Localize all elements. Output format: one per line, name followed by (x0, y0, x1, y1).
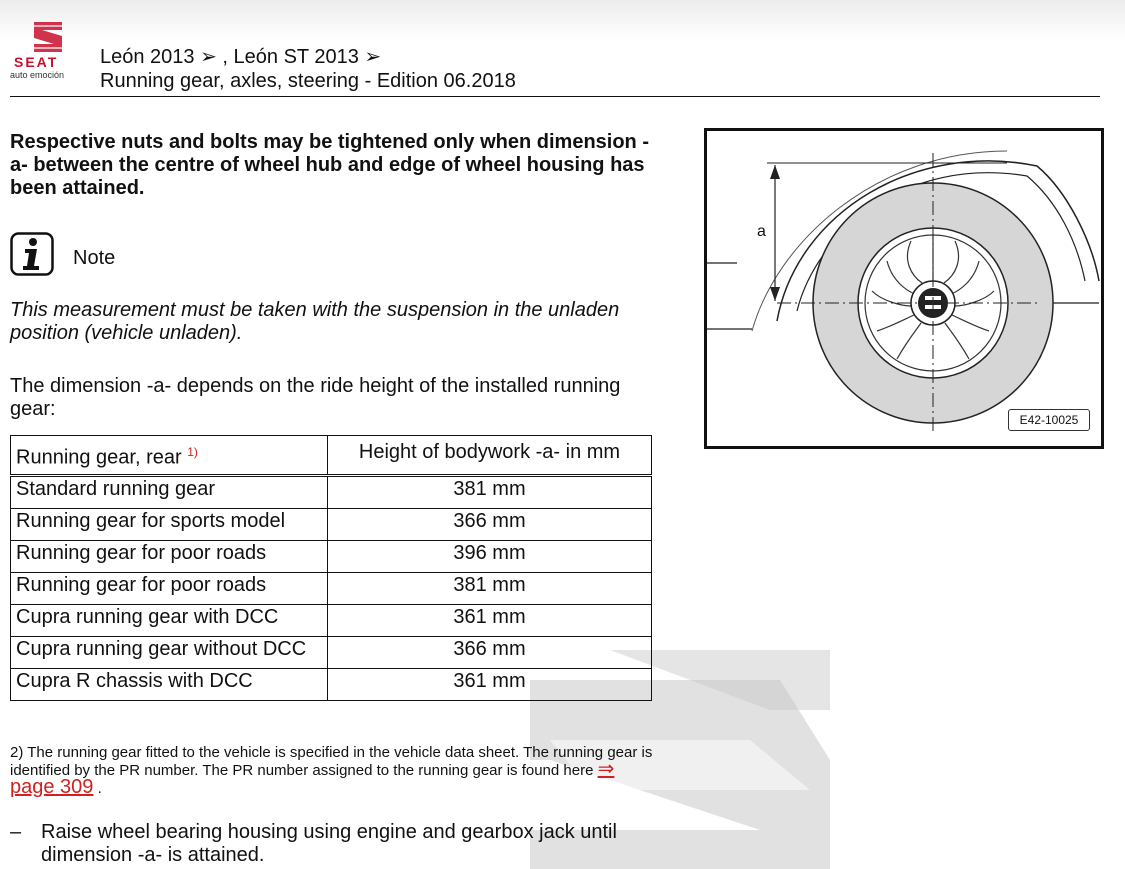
figure-code: E42-10025 (1008, 409, 1090, 431)
gear-cell: Cupra running gear without DCC (11, 637, 328, 669)
height-cell: 381 mm (328, 573, 652, 605)
header-models: León 2013 ➢ , León ST 2013 ➢ (100, 46, 382, 68)
gear-cell: Running gear for sports model (11, 509, 328, 541)
footnote (10, 744, 660, 797)
footnote-text: 2) The running gear fitted to the vehicle is specified in the vehicle data sheet. The running gear is identified by the PR number. The PR number assigned to the running gear is found here (10, 744, 653, 779)
height-cell: 396 mm (328, 541, 652, 573)
seat-logo (10, 20, 90, 86)
table-row (11, 573, 652, 605)
info-icon (10, 232, 54, 276)
note-label: Note (73, 247, 116, 269)
wheel-diagram (707, 131, 1101, 446)
gear-cell: Running gear for poor roads (11, 541, 328, 573)
table-row (11, 476, 652, 509)
brand-name: SEAT (14, 54, 59, 70)
step-text: Raise wheel bearing housing using engine and gearbox jack until dimension -a- is attained. (41, 821, 617, 866)
gear-cell: Cupra R chassis with DCC (11, 669, 328, 701)
page-309-link[interactable]: ⇒ page 309 (10, 758, 615, 798)
height-cell: 361 mm (328, 669, 652, 701)
ride-height-table (10, 435, 652, 701)
table-row (11, 669, 652, 701)
document-header (10, 20, 1100, 97)
brand-tagline: auto emoción (10, 70, 65, 80)
step-dash: – (10, 821, 22, 843)
wheel-housing-figure (704, 128, 1104, 449)
table-row (11, 541, 652, 573)
seat-emblem-icon (28, 20, 68, 54)
footnote-end: . (93, 780, 102, 797)
height-cell: 366 mm (328, 637, 652, 669)
gear-cell: Cupra running gear with DCC (11, 605, 328, 637)
table-row (11, 637, 652, 669)
table-header-row (11, 436, 652, 476)
table-row (11, 605, 652, 637)
footnote-marker: 1) (187, 445, 198, 459)
intro-instruction: Respective nuts and bolts may be tightened only when dimension -a- between the centre of wheel hub and edge of wheel housing has been attained. (10, 131, 649, 199)
gear-cell: Running gear for poor roads (11, 573, 328, 605)
height-cell: 381 mm (328, 476, 652, 509)
table-row (11, 509, 652, 541)
dimension-a-label: a (757, 223, 766, 240)
note-text: This measurement must be taken with the suspension in the unladen position (vehicle unladen). (10, 299, 620, 344)
height-cell: 366 mm (328, 509, 652, 541)
header-running-gear: Running gear, rear $^{1)}$ (11, 436, 328, 476)
height-cell: 361 mm (328, 605, 652, 637)
gear-cell: Standard running gear (11, 476, 328, 509)
header-height: Height of bodywork -a- in mm (328, 436, 652, 476)
header-subtitle: Running gear, axles, steering - Edition 06.2018 (100, 70, 516, 92)
dependency-text: The dimension -a- depends on the ride height of the installed running gear: (10, 375, 621, 420)
